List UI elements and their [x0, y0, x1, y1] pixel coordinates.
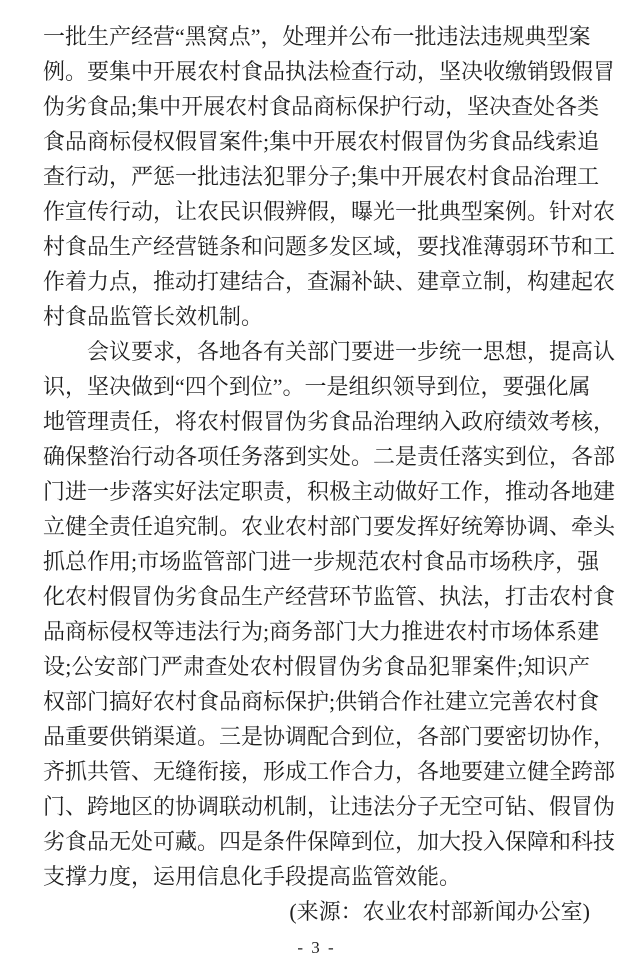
text-line: 支撑力度，运用信息化手段提高监管效能。	[43, 864, 462, 889]
text-line: 查行动，严惩一批违法犯罪分子;集中开展农村食品治理工	[43, 164, 600, 189]
text-line: 门进一步落实好法定职责，积极主动做好工作，推动各地建	[43, 479, 616, 504]
text-line: 品重要供销渠道。三是协调配合到位，各部门要密切协作，	[43, 724, 616, 749]
document-body	[43, 19, 616, 929]
text-line: 确保整治行动各项任务落到实处。二是责任落实到位，各部	[43, 444, 616, 469]
text-line: 识，坚决做到“四个到位”。一是组织领导到位，要强化属	[43, 374, 591, 399]
text-line: 立健全责任追究制。农业农村部门要发挥好统筹协调、牵头	[43, 514, 616, 539]
text-line: 权部门搞好农村食品商标保护;供销合作社建立完善农村食	[43, 689, 600, 714]
text-line: 齐抓共管、无缝衔接，形成工作合力，各地要建立健全跨部	[43, 759, 616, 784]
text-line: 伪劣食品;集中开展农村食品商标保护行动，坚决查处各类	[43, 94, 600, 119]
page-number: - 3 -	[297, 938, 336, 957]
text-line: 化农村假冒伪劣食品生产经营环节监管、执法，打击农村食	[43, 584, 616, 609]
text-line: 会议要求，各地各有关部门要进一步统一思想，提高认	[43, 339, 616, 364]
text-line: 地管理责任，将农村假冒伪劣食品治理纳入政府绩效考核，	[43, 409, 616, 434]
text-line: 门、跨地区的协调联动机制，让违法分子无空可钻、假冒伪	[43, 794, 616, 819]
text-line: 品商标侵权等违法行为;商务部门大力推进农村市场体系建	[43, 619, 600, 644]
text-line: 村食品生产经营链条和问题多发区域，要找准薄弱环节和工	[43, 234, 616, 259]
text-line: 例。要集中开展农村食品执法检查行动，坚决收缴销毁假冒	[43, 59, 616, 84]
text-line: 村食品监管长效机制。	[43, 304, 264, 329]
text-line: 作宣传行动，让农民识假辨假，曝光一批典型案例。针对农	[43, 199, 616, 224]
text-line: 作着力点，推动打建结合，查漏补缺、建章立制，构建起农	[43, 269, 616, 294]
text-line: 劣食品无处可藏。四是条件保障到位，加大投入保障和科技	[43, 829, 616, 854]
source-attribution: (来源：农业农村部新闻办公室)	[289, 899, 590, 924]
text-line: 抓总作用;市场监管部门进一步规范农村食品市场秩序，强	[43, 549, 600, 574]
text-line: 食品商标侵权假冒案件;集中开展农村假冒伪劣食品线索追	[43, 129, 600, 154]
text-line: 设;公安部门严肃查处农村假冒伪劣食品犯罪案件;知识产	[43, 654, 590, 679]
text-line: 一批生产经营“黑窝点”，处理并公布一批违法违规典型案	[43, 24, 591, 49]
